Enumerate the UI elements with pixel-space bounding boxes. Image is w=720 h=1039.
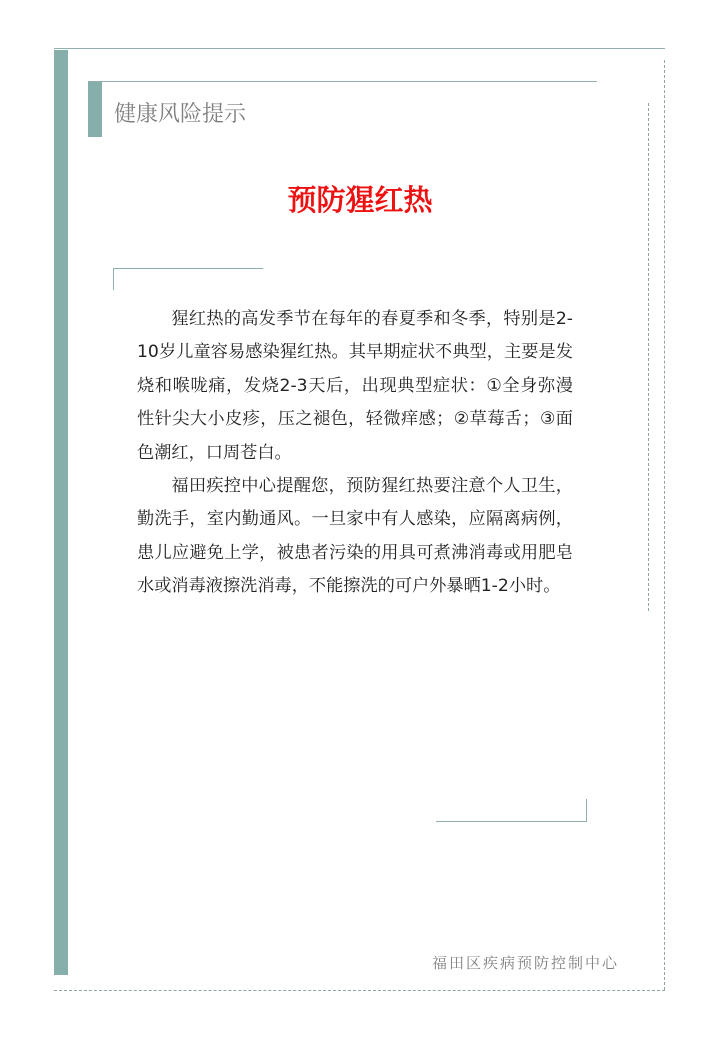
article-body — [137, 303, 573, 604]
header-accent-bar — [88, 81, 102, 137]
top-border — [54, 48, 665, 49]
page-title: 预防猩红热 — [287, 183, 433, 217]
paragraph: 猩红热的高发季节在每年的春夏季和冬季，特别是2-10岁儿童容易感染猩红热。其早期症状不典型，主要是发烧和喉咙痛，发烧2-3天后，出现典型症状：①全身弥漫性针尖大小皮疹，压之褪色，轻微痒感；②草莓舌；③面色潮红，口周苍白。 — [137, 309, 573, 463]
corner-decoration-bottom — [436, 821, 586, 822]
bottom-dashed-border — [54, 990, 665, 991]
section-label: 健康风险提示 — [114, 102, 247, 127]
paragraph: 福田疾控中心提醒您，预防猩红热要注意个人卫生，勤洗手，室内勤通风。一旦家中有人感染，应隔离病例，患儿应避免上学，被患者污染的用具可煮沸消毒或用肥皂水或消毒液擦洗消毒，不能擦洗的可户外暴晒1-2小时。 — [137, 476, 573, 597]
header-line — [88, 81, 597, 82]
corner-decoration-top — [113, 268, 263, 269]
corner-decoration-bottom-vertical — [586, 799, 587, 822]
footer-organization: 福田区疾病预防控制中心 — [432, 954, 620, 972]
corner-decoration-top-vertical — [113, 268, 114, 290]
